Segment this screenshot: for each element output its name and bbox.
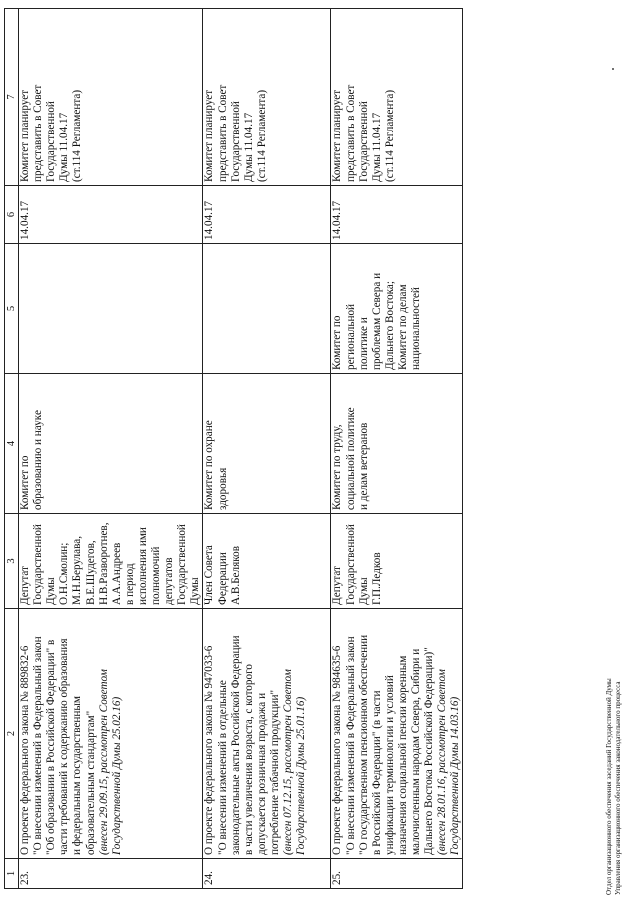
table-body [19,9,463,889]
bill-author [331,514,463,609]
bill-author-line: Г.П.Ледков [370,552,383,605]
bill-title-line: Государственной Думы 25.02.16) [110,696,123,855]
plan-note-line: Думы 11.04.17 [242,112,255,182]
bill-title-line: и федеральным государственным [71,696,84,855]
bill-title-line: (внесен 07.12.15, рассмотрен Советом [281,669,294,855]
table-row [19,9,203,889]
bill-title-line: О проекте федерального закона № 984635-6 [331,645,344,855]
bill-title-line: потребление табачной продукции" [268,689,281,855]
co-committee-line: Дальнего Востока; [383,280,396,370]
bill-title-line: допускается розничная продажа и [255,692,268,855]
bill-title-line: в части увеличения возраста, с которого [242,664,255,855]
co-committee-line: проблемам Севера и [370,272,383,370]
bill-title-line: (внесен 28.01.16, рассмотрен Советом [436,669,449,855]
bill-author-line: Государственной [344,524,357,605]
col-header-1: 1 [5,859,19,889]
co-committee-line: политике и [357,317,370,370]
bill-title [331,609,463,859]
co-committee-line: Комитет по [331,315,344,370]
bill-title-line: в Российской Федерации" (в части [370,690,383,855]
bill-title [203,609,331,859]
plan-note [331,9,463,186]
bill-title-line: образовательным стандартам" [84,710,97,855]
bill-author-line: Государственной [32,524,45,605]
lead-committee-line: образованию и науке [32,410,45,510]
bill-author-line: исполнения ими [136,527,149,605]
plan-note-line: представить в Совет [32,84,45,182]
bill-author-line: Государственной [176,524,189,605]
deadline-date: 14.04.17 [203,186,331,244]
plan-note-line: (ст.114 Регламента) [71,89,84,182]
header-row [5,9,19,889]
footer-line-2: Управления организационного обеспечения законодательного процесса [614,681,622,895]
bill-title-line: (внесен 29.09.15, рассмотрен Советом [97,669,110,855]
plan-note-line: Комитет планирует [203,89,216,182]
col-header-3: 3 [5,514,19,609]
bill-title-line: "О внесении изменений в отдельные [216,680,229,855]
bill-author-line: В.Е.Шудегов, [84,540,97,605]
bill-title-line: малочисленным народам Севера, Сибири и [409,648,422,855]
lead-committee-line: Комитет по охране [203,420,216,510]
bill-title-line: Дальнего Востока Российской Федерации)" [423,647,436,855]
co-committee-line: региональной [344,303,357,370]
col-header-6: 6 [5,186,19,244]
plan-note-line: Государственной [229,101,242,182]
bill-title-line: Государственной Думы 25.01.16) [295,696,308,855]
lead-committee-line: социальной политике [344,407,357,510]
row-number: 24. [203,859,331,889]
plan-note-line: Государственной [357,101,370,182]
lead-committee-line: Комитет по труду, [331,424,344,510]
plan-note-line: представить в Совет [344,84,357,182]
bill-title [19,609,203,859]
scan-speck [612,68,614,70]
bill-title-line: "О внесении изменений в Федеральный закон [344,636,357,855]
row-number: 23. [19,859,203,889]
co-committee [203,244,331,374]
lead-committee-line: и делам ветеранов [357,422,370,510]
lead-committee [203,374,331,514]
col-header-4: 4 [5,374,19,514]
bill-author-line: Депутат [19,566,32,605]
bill-author-line: Н.В.Разворотнев, [97,522,110,605]
plan-note-line: (ст.114 Регламента) [383,89,396,182]
co-committee [331,244,463,374]
bill-author-line: в период [123,563,136,605]
col-header-2: 2 [5,609,19,859]
plan-note-line: Думы 11.04.17 [58,112,71,182]
bill-author-line: О.Н.Смолин; [58,542,71,605]
plan-note [203,9,331,186]
bill-author [19,514,203,609]
co-committee [19,244,203,374]
bill-author-line: Депутат [331,566,344,605]
lead-committee-line: Комитет по [19,455,32,510]
bill-title-line: "О внесении изменений в Федеральный закон [32,636,45,855]
table-row [203,9,331,889]
lead-committee-line: здоровья [216,467,229,510]
bill-author-line: А.А.Андреев [110,542,123,605]
bill-author-line: М.Н.Берулава, [71,535,84,605]
plan-note-line: Думы 11.04.17 [370,112,383,182]
bill-author-line: депутатов [163,557,176,605]
deadline-date: 14.04.17 [19,186,203,244]
plan-note-line: Комитет планирует [331,89,344,182]
row-number: 25. [331,859,463,889]
co-committee-line: национальностей [409,287,422,370]
bill-author-line: полномочий [150,546,163,605]
col-header-7: 7 [5,9,19,186]
plan-table [4,8,463,889]
plan-note-line: Комитет планирует [19,89,32,182]
bill-author-line: Думы [357,577,370,605]
col-header-5: 5 [5,244,19,374]
bill-author-line: Член Совета [203,545,216,605]
bill-title-line: унификации терминологии и условий [383,675,396,855]
bill-author-line: Думы [45,577,58,605]
plan-note-line: (ст.114 Регламента) [255,89,268,182]
lead-committee [331,374,463,514]
bill-title-line: О проекте федерального закона № 889832-6 [19,645,32,855]
bill-title-line: "Об образовании в Российской Федерации" в [45,639,58,855]
plan-note [19,9,203,186]
bill-author-line: Федерации [216,552,229,605]
bill-title-line: О проекте федерального закона № 947033-6 [203,645,216,855]
table-row [331,9,463,889]
co-committee-line: Комитет по делам [396,284,409,370]
bill-title-line: назначения социальной пенсии коренным [396,655,409,855]
bill-title-line: Государственной Думы 14.03.16) [449,696,462,855]
bill-title-line: "О государственном пенсионном обеспечении [357,634,370,855]
footer-line-1: Отдел организационного обеспечения заседаний Государственной Думы [605,678,613,895]
plan-note-line: представить в Совет [216,84,229,182]
bill-author-line: Думы [189,577,202,605]
deadline-date: 14.04.17 [331,186,463,244]
bill-title-line: законодательные акты Российской Федерации [229,635,242,855]
lead-committee [19,374,203,514]
bill-author-line: А.В.Беляков [229,546,242,605]
plan-note-line: Государственной [45,101,58,182]
bill-author [203,514,331,609]
bill-title-line: части требований к содержанию образования [58,638,71,855]
